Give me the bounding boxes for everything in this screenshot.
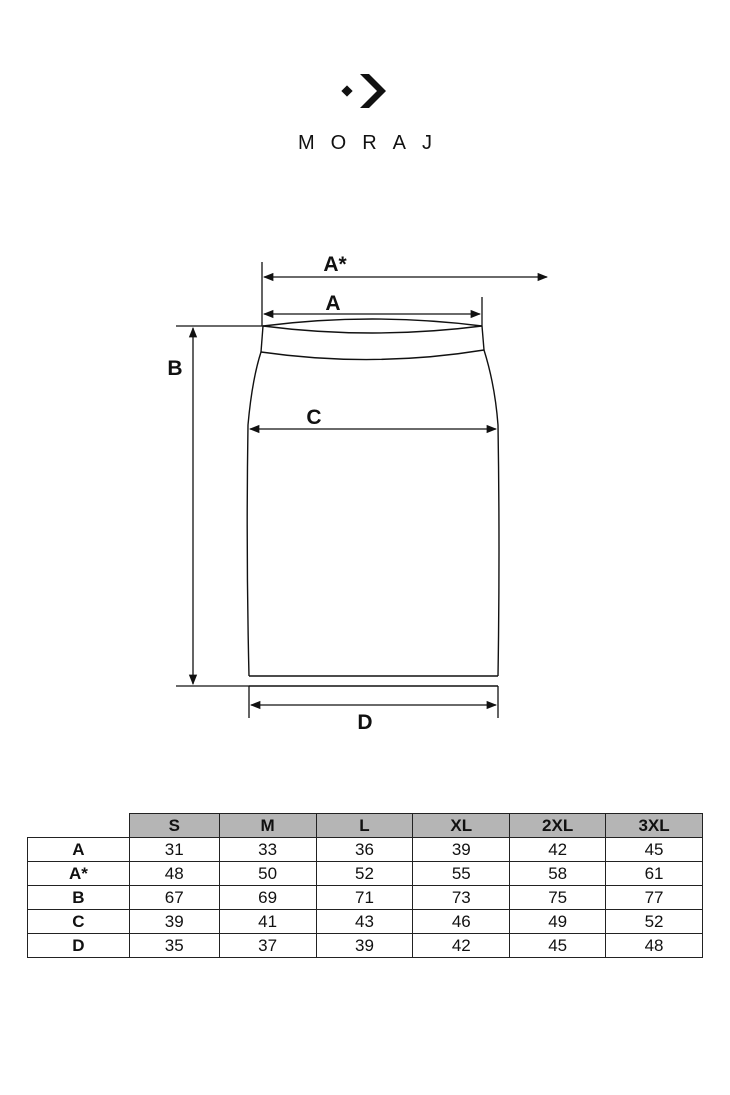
label-a: A [325, 292, 341, 315]
table-cell: 77 [606, 886, 703, 910]
table-row [28, 886, 703, 910]
table-cell: 39 [316, 934, 413, 958]
table-cell: 55 [413, 862, 510, 886]
table-cell: 33 [219, 838, 316, 862]
row-label: C [28, 910, 130, 934]
size-column-header: S [129, 814, 219, 838]
table-cell: 39 [413, 838, 510, 862]
size-column-header: 2XL [510, 814, 606, 838]
skirt-outline [247, 319, 499, 686]
table-cell: 42 [413, 934, 510, 958]
row-label: A [28, 838, 130, 862]
table-cell: 43 [316, 910, 413, 934]
table-cell: 42 [510, 838, 606, 862]
size-column-header: M [219, 814, 316, 838]
table-cell: 36 [316, 838, 413, 862]
table-cell: 69 [219, 886, 316, 910]
label-a-star: A* [323, 253, 347, 276]
table-row [28, 910, 703, 934]
brand-name: MORAJ [298, 132, 448, 154]
table-row [28, 934, 703, 958]
table-cell: 73 [413, 886, 510, 910]
label-d: D [357, 711, 373, 734]
size-column-header: 3XL [606, 814, 703, 838]
table-cell: 46 [413, 910, 510, 934]
size-header-row [28, 814, 703, 838]
table-cell: 67 [129, 886, 219, 910]
table-cell: 39 [129, 910, 219, 934]
size-column-header: L [316, 814, 413, 838]
table-cell: 41 [219, 910, 316, 934]
size-table [27, 813, 703, 958]
table-cell: 35 [129, 934, 219, 958]
label-b: B [167, 357, 183, 380]
table-cell: 45 [606, 838, 703, 862]
row-label: A* [28, 862, 130, 886]
table-cell: 71 [316, 886, 413, 910]
table-cell: 50 [219, 862, 316, 886]
table-cell: 31 [129, 838, 219, 862]
table-cell: 75 [510, 886, 606, 910]
row-label: B [28, 886, 130, 910]
table-cell: 37 [219, 934, 316, 958]
size-column-header: XL [413, 814, 510, 838]
table-row [28, 838, 703, 862]
table-cell: 48 [606, 934, 703, 958]
table-row [28, 862, 703, 886]
table-corner [28, 814, 130, 838]
table-cell: 49 [510, 910, 606, 934]
table-cell: 48 [129, 862, 219, 886]
table-cell: 45 [510, 934, 606, 958]
table-cell: 52 [316, 862, 413, 886]
table-cell: 58 [510, 862, 606, 886]
label-c: C [306, 406, 322, 429]
table-cell: 52 [606, 910, 703, 934]
table-cell: 61 [606, 862, 703, 886]
row-label: D [28, 934, 130, 958]
